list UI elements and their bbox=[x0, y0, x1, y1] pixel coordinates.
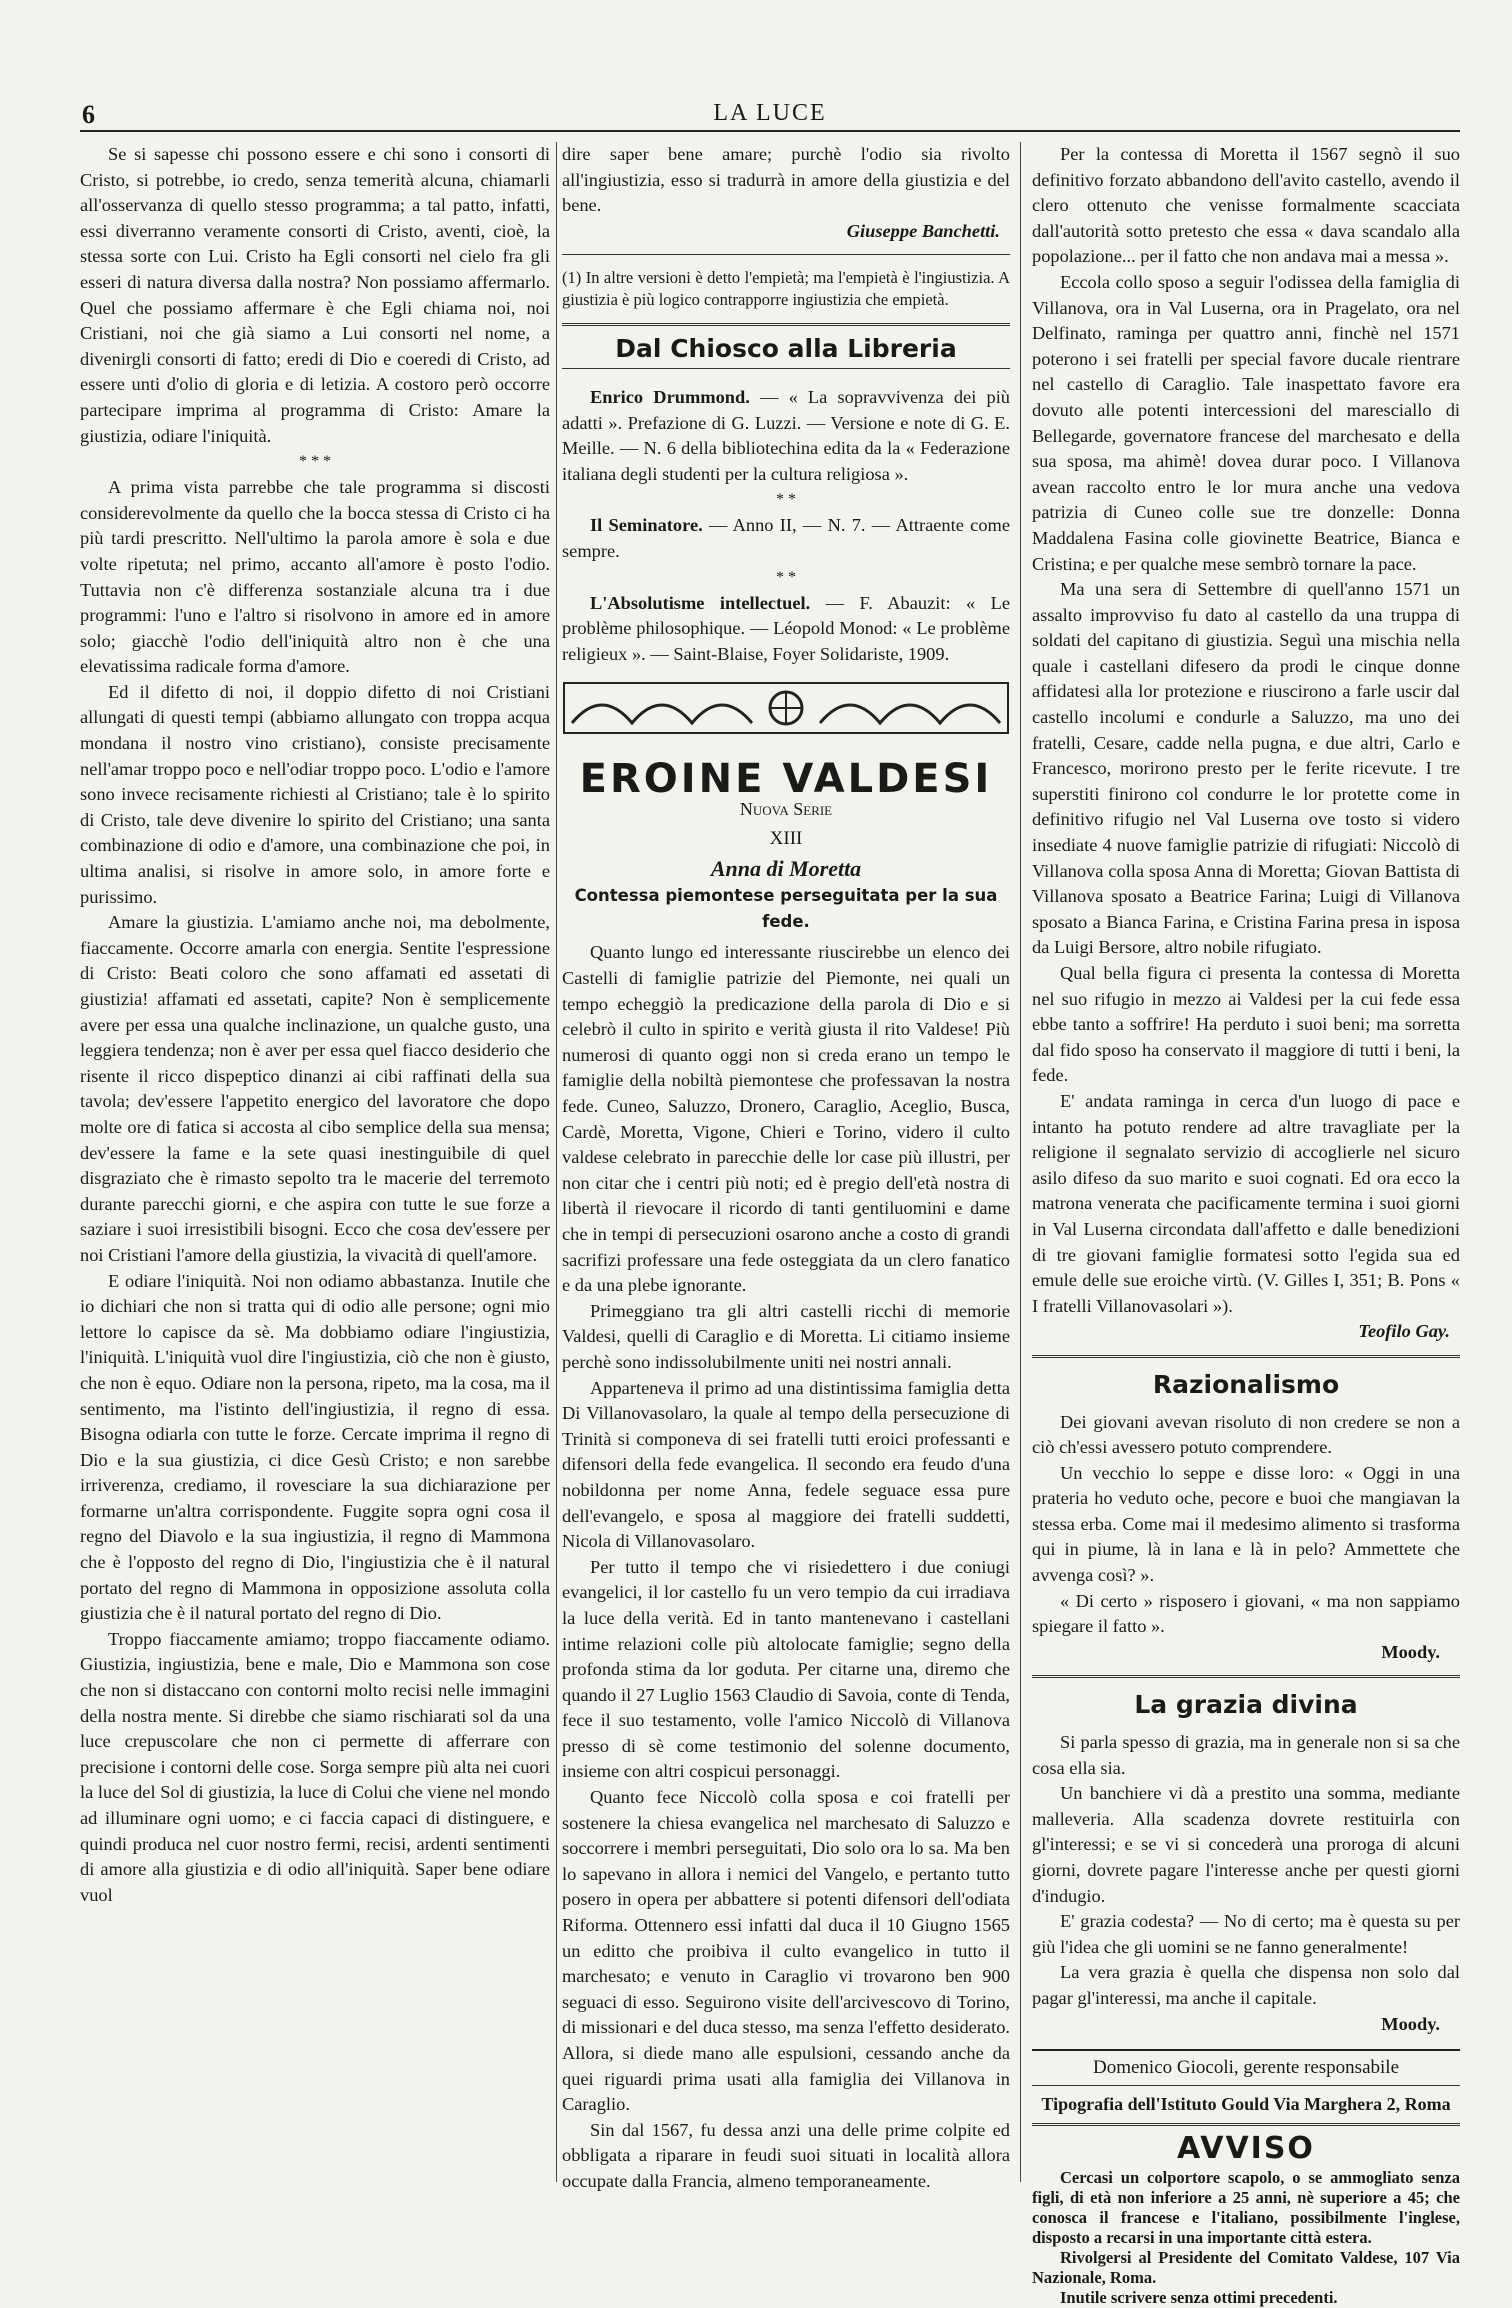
paragraph: Un vecchio lo seppe e disse loro: « Oggi in una prateria ho veduto oche, pecore e buoi che mangiavan la stessa erba. Come mai il medesimo alimento si trasforma qui in piume, là in lana e là in pelo? Ammettete che avvenga così? ». bbox=[1032, 1462, 1460, 1586]
paragraph: Qual bella figura ci presenta la contessa di Moretta nel suo rifugio in mezzo ai Valdesi per la cui fede essa ebbe tanto a soffrire! Ha perduto i suoi beni; ma sorretta dal fido sposo ha conservato il maggiore di tutti i beni, la fede. bbox=[1032, 963, 1460, 1086]
paragraph: Dei giovani avevan risoluto di non credere se non a ciò ch'essi avessero potuto comprendere. bbox=[1032, 1411, 1460, 1458]
book-entry-text: — F. Abauzit: « Le problème philosophique. — Léopold Monod: « Le problème religieux ». — Saint-Blaise, Foyer Solidariste, 1909. bbox=[562, 592, 1011, 664]
paragraph: Un banchiere vi dà a prestito una somma, mediante malleveria. Alla scadenza dovrete restituirla con gl'interessi; e se vi si concederà una proroga di alcuni giorni, dovrete pagare l'interesse anche per questi giorni d'indugio. bbox=[1032, 1783, 1460, 1906]
series-label: Nuova Serie bbox=[739, 798, 833, 819]
chapter-number: XIII bbox=[769, 828, 803, 850]
chapter-title: Anna di Moretta bbox=[710, 855, 862, 881]
divider bbox=[1032, 1355, 1460, 1358]
section-stars: * * bbox=[776, 491, 796, 509]
page-header bbox=[80, 96, 1460, 132]
paragraph: Troppo fiaccamente amiamo; troppo fiaccamente odiamo. Giustizia, ingiustizia, bene e male, Dio e Mammona son cose che non si distaccano con contorni molto recisi nelle immagini della nostra mente. Si direbbe che siamo rischiarati sol da una luce crepuscolare che non ci permette di afferrare con precisione i contorni delle cose. Sorga sempre più alta nei cuori la luce del Sol di giustizia, la luce di Colui che viene nel mondo ad illuminare ogni uomo; e ci faccia capaci di distinguere, e quindi produca nel cuor nostro fermi, recisi, ardenti sentimenti di amore alla giustizia e di odio all'iniquità. Saper bene odiare vuol bbox=[80, 1628, 550, 1905]
paragraph: Per tutto il tempo che vi risiedettero i due coniugi evangelici, il lor castello fu un vero tempio da cui irradiava la luce della verità. Ed in tanto mantenevano i castellani intime relazioni colle più altolocate famiglie; segno della profonda stima da lor goduta. Per citarne una, diremo che quando il 27 Luglio 1563 Claudio di Savoia, conte di Tenda, fece il suo testamento, volle l'amico Niccolò di Villanova presso di sè come testimonio del solenne documento, insieme con altri cospicui personaggi. bbox=[562, 1556, 1010, 1782]
author-signature: Moody. bbox=[1381, 2013, 1440, 2034]
paragraph: E' grazia codesta? — No di certo; ma è questa su per giù l'idea che gli uomini se ne fanno generalmente! bbox=[1032, 1911, 1460, 1957]
paragraph: Quanto lungo ed interessante riuscirebbe un elenco dei Castelli di famiglie patrizie del Piemonte, nei quali un tempo echeggiò la predicazione della parola di Dio e si celebrò il culto in spirito e verità giusta il rito Valdese! Più numerosi di quanto oggi non si creda erano un tempo le famiglie della nobiltà piemontese che professavan la nostra fede. Cuneo, Saluzzo, Dronero, Caraglio, Aceglio, Busca, Cardè, Moretta, Vigone, Chieri e Torino, videro il culto valdese celebrato in parecchie delle lor case più illustri, per non citar che i centri più noti; ed è pregio dell'età nostra di libertà il rievocare il ricordo di tanti gentiluomini e dame che in tempi di persecuzioni osarono anche a costo di grandi sacrifizi professare una fede osteggiata da un clero fanatico e da una plebe ignorante. bbox=[562, 942, 1010, 1296]
paragraph: Primeggiano tra gli altri castelli ricchi di memorie Valdesi, quelli di Caraglio e di Moretta. Li citiamo insieme perchè sono indissolubilmente uniti nei nostri annali. bbox=[562, 1300, 1010, 1372]
section-title: Razionalismo bbox=[1152, 1369, 1340, 1399]
chapter-subtitle: Contessa piemontese perseguitata per la sua fede. bbox=[574, 886, 998, 931]
book-entry-author: Enrico Drummond. bbox=[590, 386, 750, 407]
paragraph: Per la contessa di Moretta il 1567 segnò il suo definitivo forzato abbandono dell'avito castello, avendo il clero ottenuto che venisse formalmente scacciata dall'autorità sotto pretesto che essa « dava scandalo alla popolazione... per il fatto che non andava mai a messa ». bbox=[1032, 144, 1460, 267]
column-3 bbox=[1032, 142, 1460, 2307]
paragraph: Apparteneva il primo ad una distintissima famiglia detta Di Villanovasolaro, la quale al tempo della persecuzione di Trinità si componeva di sei fratelli tutti eroici professanti e difensori della fede evangelica. Il secondo era feudo d'una nobildonna per nome Anna, fedele seguace essa pure dell'evangelo, e sposa al maggiore dei fratelli suddetti, Nicola di Villanovasolaro. bbox=[562, 1377, 1010, 1552]
paragraph: Eccola collo sposo a seguir l'odissea della famiglia di Villanova, ora in Val Luserna, ora in Pragelato, ora nel Delfinato, raminga per quattro anni, finchè nel 1571 poterono i sei fratelli per special favore ducale rientrare nel castello di Caraglio. Tale inaspettato favore era dovuto alle potenti intercessioni del maresciallo di Bellegarde, governatore francese del marchesato e della sua sposa, ma ahimè! dovea durar poco. I Villanova avean raccolto entro le lor mura anche una vedova patrizia di Cuneo colle sue tre donzelle: Donna Maddalena Fasina colle giovinette Beatrice, Bianca e Cristina; e per qualche mese sembrò tornare la pace. bbox=[1032, 271, 1460, 574]
paragraph: dire saper bene amare; purchè l'odio sia rivolto all'ingiustizia, esso si tradurrà in amore della giustizia e del bene. bbox=[562, 144, 1010, 216]
newspaper-title: LA LUCE bbox=[713, 100, 827, 126]
section-stars: * * bbox=[776, 568, 796, 586]
paragraph: « Di certo » risposero i giovani, « ma non sappiamo spiegare il fatto ». bbox=[1032, 1590, 1460, 1637]
book-entry-text: — Anno II, — N. 7. — Attraente come sempre. bbox=[562, 515, 1010, 561]
printer-line: Tipografia dell'Istituto Gould Via Marghera 2, Roma bbox=[1032, 2086, 1460, 2127]
paragraph: La vera grazia è quella che dispensa non solo dal pagar gl'interessi, ma anche il capitale. bbox=[1032, 1962, 1460, 2008]
paragraph: Se si sapesse chi possono essere e chi sono i consorti di Cristo, si potrebbe, io credo, senza temerità alcuna, chiamarli all'osservanza di quello stesso programma; a tal patto, infatti, essi diverranno veramente consorti di Cristo, aventi, cioè, la stessa sorte con Lui. Cristo ha Egli consorti nel cielo fra gli esseri di natura diversa dalla nostra? Non possiamo affermarlo. Quel che possiamo affermare è che Egli chiama noi, noi Cristiani, noi che già siamo a Lui consorti nel nome, a divenirgli consorti di fatto; eredi di Dio e coeredi di Cristo, ad essere unti d'olio di gloria e di letizia. A costoro però occorre partecipare imprima al programma di Cristo: Amare la giustizia, odiare l'iniquità. bbox=[80, 144, 550, 446]
book-entry bbox=[562, 513, 1010, 564]
book-entry bbox=[562, 385, 1010, 487]
divider bbox=[562, 254, 1010, 255]
paragraph: Sin dal 1567, fu dessa anzi una delle prime colpite ed obbligata a riparare in feudi suoi situati in località allora occupate dalla Francia, almeno temporaneamente. bbox=[562, 2119, 1010, 2191]
notice-paragraph: Rivolgersi al Presidente del Comitato Valdese, 107 Via Nazionale, Roma. bbox=[1032, 2247, 1460, 2287]
column-rule bbox=[1020, 142, 1021, 2182]
section-stars: * * * bbox=[299, 453, 331, 471]
column-1 bbox=[80, 142, 550, 2182]
notice-title: AVVISO bbox=[1177, 2131, 1315, 2167]
column-rule bbox=[556, 142, 557, 2182]
paragraph: Si parla spesso di grazia, ma in generale non si sa che cosa ella sia. bbox=[1032, 1732, 1460, 1778]
author-signature: Giuseppe Banchetti. bbox=[846, 220, 1000, 241]
column-2 bbox=[562, 142, 1011, 2191]
author-signature: Teofilo Gay. bbox=[1358, 1321, 1450, 1342]
imprint-line: Domenico Giocoli, gerente responsabile bbox=[1032, 2049, 1460, 2086]
book-entry-text: — « La sopravvivenza dei più adatti ». Prefazione di G. Luzzi. — Versione e note di G. E. Meille. — N. 6 della bibliotechina edita da la « Federazione italiana degli studenti per la cultura religiosa ». bbox=[562, 386, 1010, 484]
book-entry-author: L'Absolutisme intellectuel. bbox=[590, 592, 811, 613]
page-number: 6 bbox=[82, 100, 95, 129]
notice-paragraph: Inutile scrivere senza ottimi precedenti. bbox=[1060, 2287, 1338, 2307]
paragraph: Amare la giustizia. L'amiamo anche noi, ma debolmente, fiaccamente. Occorre amarla con energia. Sentite l'espressione di Cristo: Beati coloro che sono affamati ed assetati di giustizia! affamati ed assetati, capite? Non è semplicemente avere per essa una qualche inclinazione, un qualche gusto, una leggiera tendenza; non è aver per essa quel fiacco desiderio che risente il ricco dispeptico dinanzi ai cibi raffinati della sua tavola; dev'essere l'appetito energico del lavoratore che dopo molte ore di fatica si accosta al cibo semplice della sua mensa; dev'essere la fame e la sete quasi inestinguibile di quel disgraziato che è rimasto sepolto tra le macerie del terremoto durante parecchi giorni, e che aspira con tutte le sue forze a saziare i suoi irresistibili bisogni. Ecco che cosa dev'essere per noi Cristiani l'amore della giustizia, la vivacità di quell'amore. bbox=[80, 912, 550, 1265]
paragraph: Ed il difetto di noi, il doppio difetto di noi Cristiani allungati di questi tempi (abbiamo allungato con troppa acqua mondana il nostro vino cristiano), consiste precisamente nell'amar troppo poco e nell'odiar troppo poco. L'odio e l'amore sono invece recisamente richiesti al Cristiano; tale è lo spirito di Cristo, tale deve divenire lo spirito del Cristiano; una santa combinazione di odio e d'amore, una combinazione che poi, in ultima analisi, si risolve in amore solo, in amore forte e purissimo. bbox=[80, 681, 550, 907]
section-title: Dal Chiosco alla Libreria bbox=[562, 323, 1010, 369]
divider bbox=[1032, 1675, 1460, 1678]
footnote: (1) In altre versioni è detto l'empietà; ma l'empietà è l'ingiustizia. A giustizia è più logico contrapporre ingiustizia che empietà. bbox=[562, 268, 1010, 310]
paragraph: A prima vista parrebbe che tale programma si discosti considerevolmente da quello che la bocca stessa di Cristo ci ha più tardi prescritto. Nell'ultimo la parola amore è sola e due volte ripetuta; nel primo, accanto all'amore è posto l'odio. Tuttavia non c'è differenza sostanziale alcuna tra i due programmi: l'uno e l'altro si risolvono in amore ed in amore solo; giacchè l'odio dell'iniquità altro non è che una elevatissima radicale forma d'amore. bbox=[80, 477, 550, 677]
paragraph: Quanto fece Niccolò colla sposa e coi fratelli per sostenere la chiesa evangelica nel marchesato di Saluzzo e soccorrere i membri perseguitati, Dio solo ora lo sa. Ma ben lo sapevano in allora i nemici del Vangelo, e pertanto tutto posero in opera per abbattere si potenti difensori dell'odiata Riforma. Ottennero essi infatti dal duca il 10 Giugno 1565 un editto che proibiva il culto evangelico in tutto il marchesato; e venuto in Caraglio vi trovarono ben 900 seguaci di esso. Seguirono visite dell'arcivescovo di Torino, di missionari e del duca stesso, ma senza l'effetto desiderato. Allora, si diede mano alle espulsioni, cessando anche da quei riguardi prima usati alla famiglia dei Villanova in Caraglio. bbox=[562, 1787, 1010, 2115]
decorative-ornament bbox=[562, 679, 1010, 737]
author-signature: Moody. bbox=[1381, 1641, 1440, 1662]
section-title: La grazia divina bbox=[1134, 1690, 1358, 1720]
feature-title: EROINE VALDESI bbox=[579, 755, 993, 802]
book-entry-author: Il Seminatore. bbox=[590, 515, 703, 536]
paragraph: E' andata raminga in cerca d'un luogo di pace e intanto ha potuto rendere ad altre travagliate per la religione il segnalato servizio di accoglierle nel sicuro asilo difeso da suo marito e suoi cognati. Ed ora ecco la matrona venerata che pacificamente termina i suoi giorni in Val Luserna circondata dall'affetto e dalle benedizioni di tre giovani famiglie formatesi sotto l'egida sua ed emule delle sue eroiche virtù. (V. Gilles I, 351; B. Pons « I fratelli Villanovasolari »). bbox=[1032, 1090, 1460, 1316]
notice-paragraph: Cercasi un colportore scapolo, o se ammogliato senza figli, di età non inferiore a 25 anni, nè superiore a 45; che conosca il francese e l'italiano, possibilmente l'inglese, disposto a recarsi in una importante città estera. bbox=[1032, 2167, 1460, 2247]
book-entry bbox=[562, 591, 1010, 668]
paragraph: E odiare l'iniquità. Noi non odiamo abbastanza. Inutile che io dichiari che non si tratta qui di odio alle persone; ogni mio lettore lo capisce da sè. Ma dobbiamo odiare l'ingiustizia, l'iniquità. L'iniquità vuol dire l'ingiustizia, ciò che non è giusto, che non è equo. Odiare non la persona, ripeto, ma la cosa, ma il sentimento, ma l'istinto dell'ingiustizia, il regno di essa. Bisogna odiarla con tutte le forze. Cercate imprima il regno di Dio e la sua giustizia, ci dice Gesù Cristo; e non sarebbe irriverenza, crediamo, il rovesciare la sua dichiarazione per formarne un'altra corrispondente. Fuggite sopra ogni cosa il regno del Diavolo e la sua ingiustizia, il regno di Mammona che è l'opposto del regno di Dio, l'ingiustizia che è il natural portato del regno di Mammona in opposizione assoluta colla giustizia che è il natural portato del regno di Dio. bbox=[80, 1270, 550, 1624]
paragraph: Ma una sera di Settembre di quell'anno 1571 un assalto improvviso fu dato al castello da una truppa di soldati del capitano di giustizia. Seguì una mischia nella quale i castellani difesero da prodi le cinque donne affidatesi alla lor protezione e riuscirono a farle uscir dal castello incolumi e condurle a Saluzzo, ma uno dei fratelli, Cesare, cadde nella pugna, e due altri, Carlo e Francesco, morirono presto per le ferite ricevute. I tre superstiti finirono col condurre le lor protette come in definitivo rifugio nel Val Luserna ove tosto si videro insediate 4 nuove famiglie patrizie di rifugiati: Niccolò di Villanova colla sposa Anna di Moretta; Giovan Battista di Villanova sposato a Beatrice Farina; Luigi di Villanova sposato a Bianca Farina, e Cristina Farina presa in isposa da Luigi Bersore, altro nobile rifugiato. bbox=[1032, 579, 1460, 958]
